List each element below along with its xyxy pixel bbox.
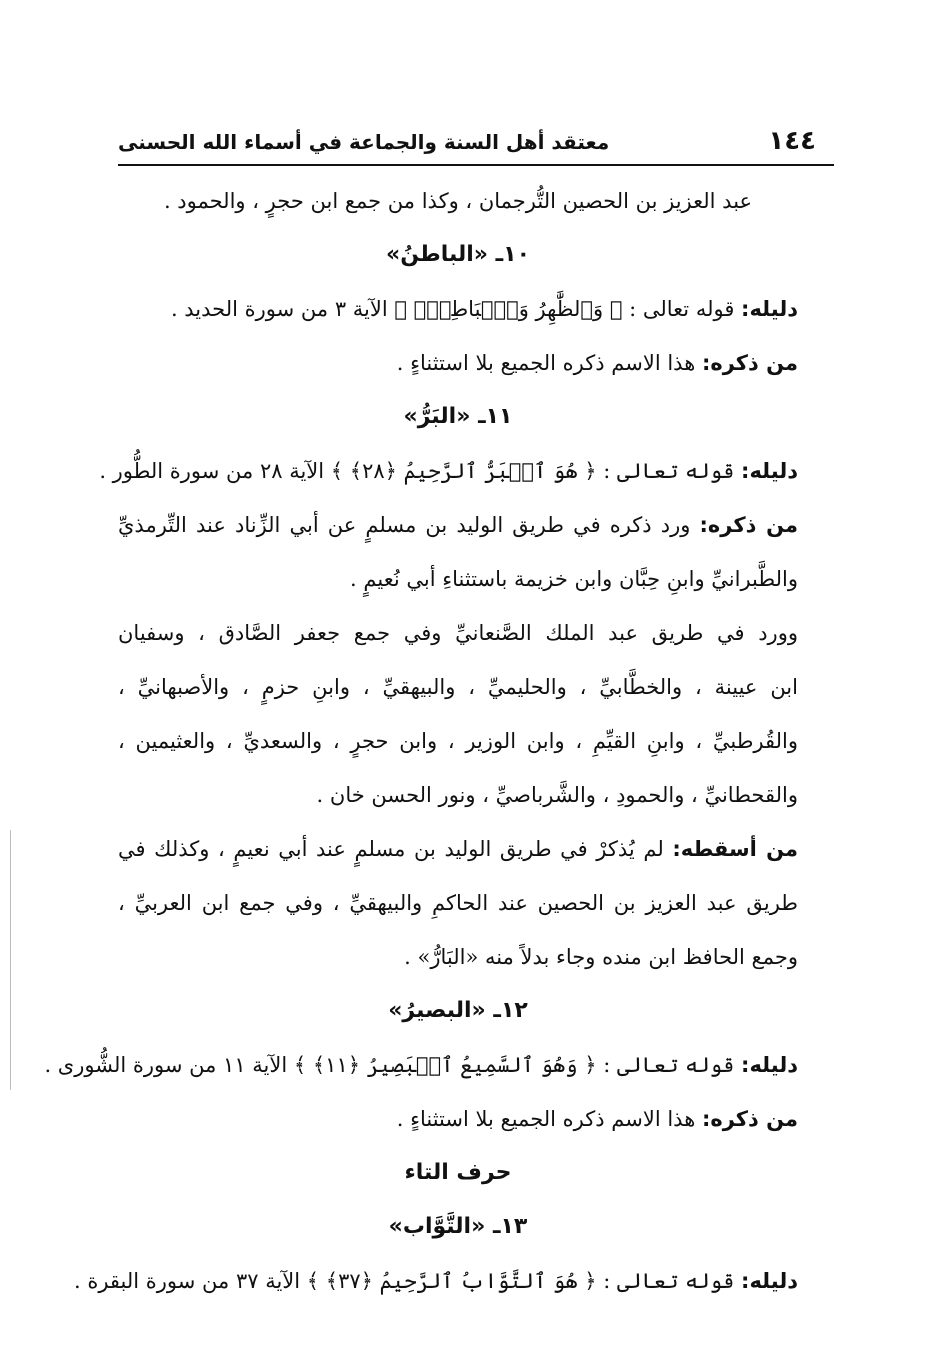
evidence-line [99, 444, 798, 498]
omitted-by-text: لم يُذكرْ في طريق الوليد بن مسلمٍ عند أبي نعيمٍ ، وكذلك في [118, 837, 673, 861]
header-rule [118, 164, 834, 166]
evidence-label: دليله: [741, 1053, 798, 1077]
running-header [118, 118, 830, 166]
name-heading-11: ١١ـ «البَرُّ» [403, 404, 513, 429]
evidence-text: قوله تعالى : ﴿ هُوَ ٱلۡبَرُّ ٱلرَّحِيمُ ﴿٢٨﴾ ﴾ الآية ٢٨ من سورة الطُّور . [99, 459, 742, 483]
mentioned-by-label: من ذكره: [701, 1107, 798, 1131]
omitted-by-line [118, 822, 798, 876]
text-line: والقحطانيِّ ، والحمودِ ، والشَّرباصيِّ ، ونور الحسن خان . [316, 783, 798, 807]
evidence-label: دليله: [741, 1269, 798, 1293]
scan-edge-line [10, 830, 11, 1090]
name-heading-12: ١٢ـ «البصيرُ» [388, 998, 528, 1023]
name-heading-10: ١٠ـ «الباطنُ» [385, 242, 531, 267]
text-line: والقُرطبيِّ ، وابنِ القيِّمِ ، وابن الوزير ، وابن حجرٍ ، والسعديِّ ، والعثيمين ، [118, 729, 798, 753]
evidence-line [73, 1254, 798, 1308]
name-heading-13: ١٣ـ «التَّوَّاب» [388, 1214, 528, 1239]
text-line: وورد في طريق عبد الملك الصَّنعانيِّ وفي جمع جعفر الصَّادق ، وسفيان [118, 621, 798, 645]
mentioned-by-label: من ذكره: [699, 513, 799, 537]
page-body [44, 174, 799, 1308]
page-number: ١٤٤ [768, 126, 816, 156]
mentioned-by-line [118, 498, 798, 552]
text-line: عبد العزيز بن الحصين التُّرجمان ، وكذا من جمع ابن حجرٍ ، والحمود . [163, 189, 753, 213]
evidence-line [44, 1038, 798, 1092]
evidence-text: قوله تعالى : ﴿ وَٱلظَّٰهِرُ وَٱلۡبَاطِنُۖ ﴾ الآية ٣ من سورة الحديد . [170, 297, 742, 321]
mentioned-by-text: هذا الاسم ذكره الجميع بلا استثناءٍ . [396, 351, 702, 375]
mentioned-by-text: ورد ذكره في طريق الوليد بن مسلمٍ عن أبي الزِّناد عند التِّرمذيِّ [118, 513, 700, 537]
evidence-line [118, 282, 798, 336]
text-line: ابن عيينة ، والخطَّابيِّ ، والحليميِّ ، والبيهقيِّ ، وابنِ حزمٍ ، والأصبهانيِّ ، [118, 675, 798, 699]
text-line: طريق عبد العزيز بن الحصين عند الحاكمِ والبيهقيِّ ، وفي جمع ابن العربيِّ ، [118, 891, 798, 915]
evidence-label: دليله: [741, 297, 798, 321]
evidence-text: قوله تعالى : ﴿ وَهُوَ ٱلسَّمِيعُ ٱلۡبَصِيرُ ﴿١١﴾ ﴾ الآية ١١ من سورة الشُّورى . [44, 1053, 742, 1077]
section-heading: حرف التاء [404, 1160, 512, 1185]
book-title: معتقد أهل السنة والجماعة في أسماء الله الحسنى [118, 130, 610, 154]
evidence-label: دليله: [741, 459, 798, 483]
mentioned-by-line [118, 1092, 798, 1146]
text-line: والطَّبرانيِّ وابنِ حِبَّان وابن خزيمة باستثناءِ أبي نُعيمٍ . [350, 567, 798, 591]
mentioned-by-text: هذا الاسم ذكره الجميع بلا استثناءٍ . [396, 1107, 702, 1131]
mentioned-by-label: من ذكره: [701, 351, 798, 375]
text-line: وجمع الحافظ ابن منده وجاء بدلاً منه «البَارُّ» . [404, 945, 798, 969]
evidence-text: قوله تعالى : ﴿ هُوَ ٱلتَّوَّابُ ٱلرَّحِيمُ ﴿٣٧﴾ ﴾ الآية ٣٧ من سورة البقرة . [73, 1269, 742, 1293]
mentioned-by-line [118, 336, 798, 390]
omitted-by-label: من أسقطه: [672, 837, 798, 861]
